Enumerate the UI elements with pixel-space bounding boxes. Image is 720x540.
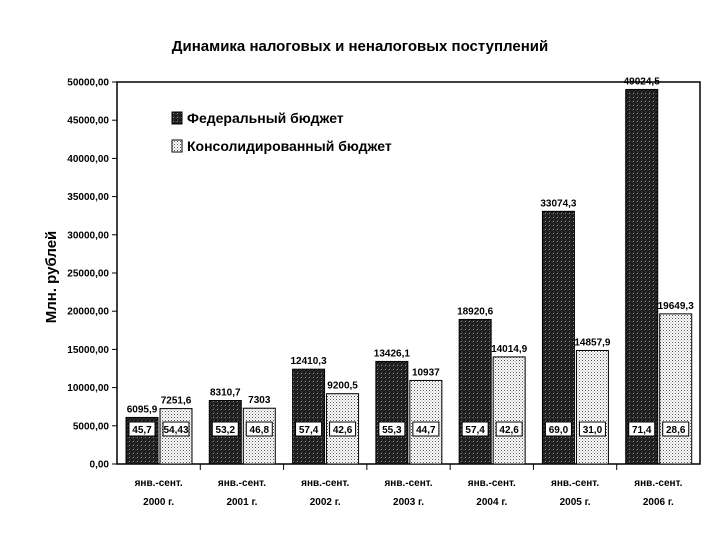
value-label-federal: 6095,9 (126, 404, 158, 416)
value-label-federal: 8310,7 (209, 387, 241, 399)
value-label-consolidated: 10937 (411, 367, 440, 379)
percent-label-federal: 55,3 (382, 425, 402, 436)
category-label-period: янв.-сент. (384, 478, 433, 489)
category-label-period: янв.-сент. (134, 478, 183, 489)
value-label-federal: 18920,6 (457, 306, 494, 318)
y-tick-label: 40000,00 (67, 153, 109, 165)
chart-title: Динамика налоговых и неналоговых поступлений (171, 38, 549, 55)
y-tick-label: 35000,00 (67, 192, 109, 204)
category-label-period: янв.-сент. (634, 478, 683, 489)
value-label-consolidated: 9200,5 (327, 380, 358, 392)
y-tick-label: 0,00 (89, 459, 109, 471)
percent-label-federal: 69,0 (548, 425, 569, 436)
percent-label-consolidated: 42,6 (499, 425, 519, 436)
bar-federal (376, 361, 408, 464)
percent-label-federal: 53,2 (215, 425, 236, 436)
value-label-federal: 49024,5 (623, 76, 660, 88)
value-label-consolidated: 14857,9 (574, 337, 611, 349)
category-label-year: 2006 г. (642, 497, 674, 508)
category-label-year: 2005 г. (559, 497, 591, 508)
category-label-year: 2001 г. (226, 497, 258, 508)
value-label-consolidated: 7303 (248, 395, 271, 407)
percent-label-federal: 57,4 (298, 425, 319, 436)
bar-consolidated (576, 350, 608, 464)
bar-federal (293, 369, 325, 464)
bar-federal (459, 319, 491, 464)
value-label-consolidated: 7251,6 (160, 395, 192, 407)
y-tick-label: 30000,00 (67, 230, 109, 242)
percent-label-consolidated: 44,7 (416, 425, 436, 436)
value-label-federal: 33074,3 (540, 198, 577, 210)
value-label-federal: 13426,1 (373, 348, 410, 360)
value-label-consolidated: 19649,3 (657, 300, 694, 312)
percent-label-federal: 45,7 (132, 425, 152, 436)
category-label-period: янв.-сент. (301, 478, 350, 489)
y-tick-label: 25000,00 (67, 268, 109, 280)
category-label-year: 2003 г. (393, 497, 424, 508)
y-tick-label: 50000,00 (67, 77, 109, 89)
value-label-federal: 12410,3 (290, 356, 327, 368)
category-label-period: янв.-сент. (217, 478, 266, 489)
y-tick-label: 15000,00 (67, 344, 109, 356)
percent-label-consolidated: 42,6 (332, 425, 353, 436)
legend-swatch-consolidated (172, 140, 182, 152)
y-tick-label: 5000,00 (72, 421, 109, 433)
legend-swatch-federal (172, 112, 182, 124)
percent-label-consolidated: 28,6 (665, 425, 686, 436)
percent-label-federal: 71,4 (631, 425, 652, 436)
bar-consolidated (660, 314, 692, 464)
category-label-year: 2004 г. (476, 497, 508, 508)
y-axis-title: Млн. рублей (43, 230, 60, 324)
category-label-period: янв.-сент. (551, 478, 600, 489)
percent-label-consolidated: 46,8 (249, 425, 270, 436)
y-tick-label: 45000,00 (67, 115, 109, 127)
percent-label-consolidated: 54,43 (163, 425, 189, 436)
y-tick-label: 20000,00 (67, 306, 109, 318)
y-tick-label: 10000,00 (67, 383, 109, 395)
category-label-year: 2002 г. (309, 497, 341, 508)
value-label-consolidated: 14014,9 (491, 343, 528, 355)
legend-label-consolidated: Консолидированный бюджет (187, 138, 392, 154)
category-label-period: янв.-сент. (467, 478, 516, 489)
category-label-year: 2000 г. (143, 497, 175, 508)
bar-federal (626, 89, 658, 464)
percent-label-consolidated: 31,0 (582, 425, 603, 436)
percent-label-federal: 57,4 (465, 425, 485, 436)
bar-consolidated (493, 357, 525, 464)
legend-label-federal: Федеральный бюджет (187, 110, 344, 126)
